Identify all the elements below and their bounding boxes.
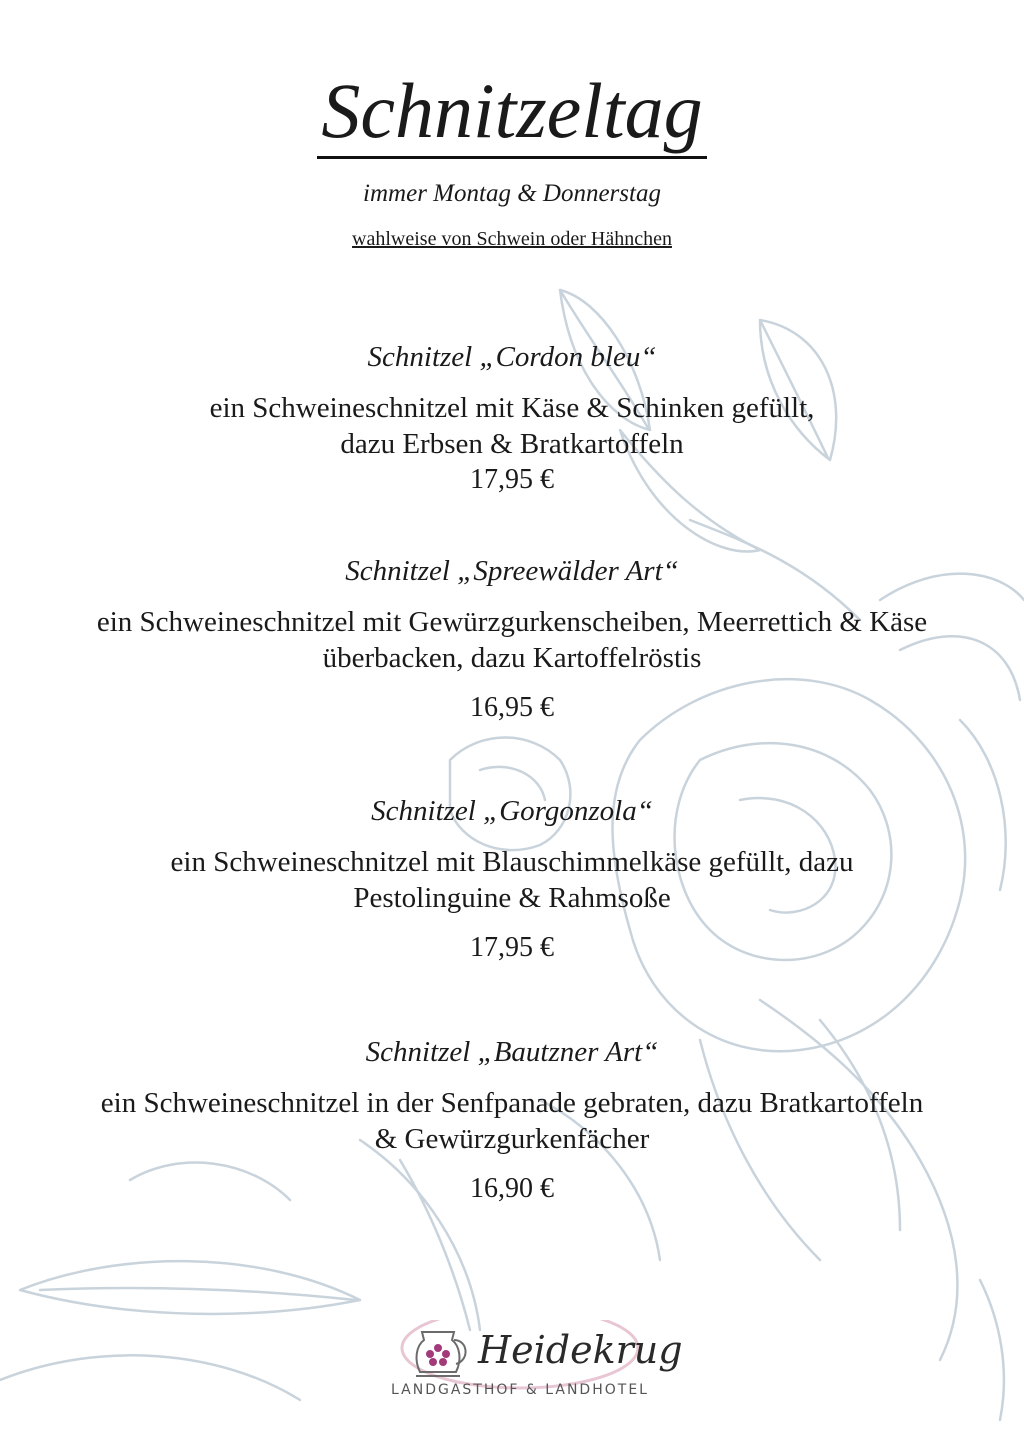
dish-price: 16,95 € [470, 692, 554, 723]
dish-description [40, 390, 984, 462]
logo-name: Heidekrug [478, 1328, 683, 1372]
dish-name: Schnitzel „Spreewälder Art“ [345, 555, 679, 587]
dish-description-line: Pestolinguine & Rahmsoße [353, 882, 671, 914]
menu-title [0, 67, 1024, 159]
jug-with-flower-icon [408, 1326, 478, 1382]
dish-price: 16,90 € [470, 1173, 554, 1204]
heidekrug-logo [390, 1320, 683, 1420]
menu-title-text: Schnitzeltag [317, 72, 706, 159]
menu-subtitle: immer Montag & Donnerstag [363, 180, 661, 207]
dish-description-line: überbacken, dazu Kartoffelröstis [322, 642, 702, 674]
dish-description [40, 604, 984, 676]
dish-item [40, 338, 984, 498]
dish-description-line: ein Schweineschnitzel mit Käse & Schinken gefüllt, [209, 392, 815, 424]
dish-item [40, 552, 984, 726]
dish-description [40, 1085, 984, 1157]
dish-description-line: ein Schweineschnitzel mit Gewürzgurkenscheiben, Meerrettich & Käse [96, 606, 928, 638]
dish-item [40, 1033, 984, 1207]
dish-description-line: dazu Erbsen & Bratkartoffeln [340, 428, 684, 460]
dish-description-line: & Gewürzgurkenfächer [374, 1123, 650, 1155]
menu-note [0, 228, 1024, 251]
dish-price: 17,95 € [470, 464, 554, 495]
dish-price: 17,95 € [470, 932, 554, 963]
dish-description-line: ein Schweineschnitzel in der Senfpanade gebraten, dazu Bratkartoffeln [100, 1087, 924, 1119]
dish-name: Schnitzel „Cordon bleu“ [367, 341, 657, 373]
dish-description-line: ein Schweineschnitzel mit Blauschimmelkäse gefüllt, dazu [170, 846, 854, 878]
dish-description [40, 844, 984, 916]
dish-name: Schnitzel „Gorgonzola“ [371, 795, 653, 827]
dish-name: Schnitzel „Bautzner Art“ [365, 1036, 659, 1068]
logo-tagline: LANDGASTHOF & LANDHOTEL [391, 1382, 649, 1398]
menu-note-text: wahlweise von Schwein oder Hähnchen [352, 228, 672, 250]
dish-item [40, 792, 984, 966]
